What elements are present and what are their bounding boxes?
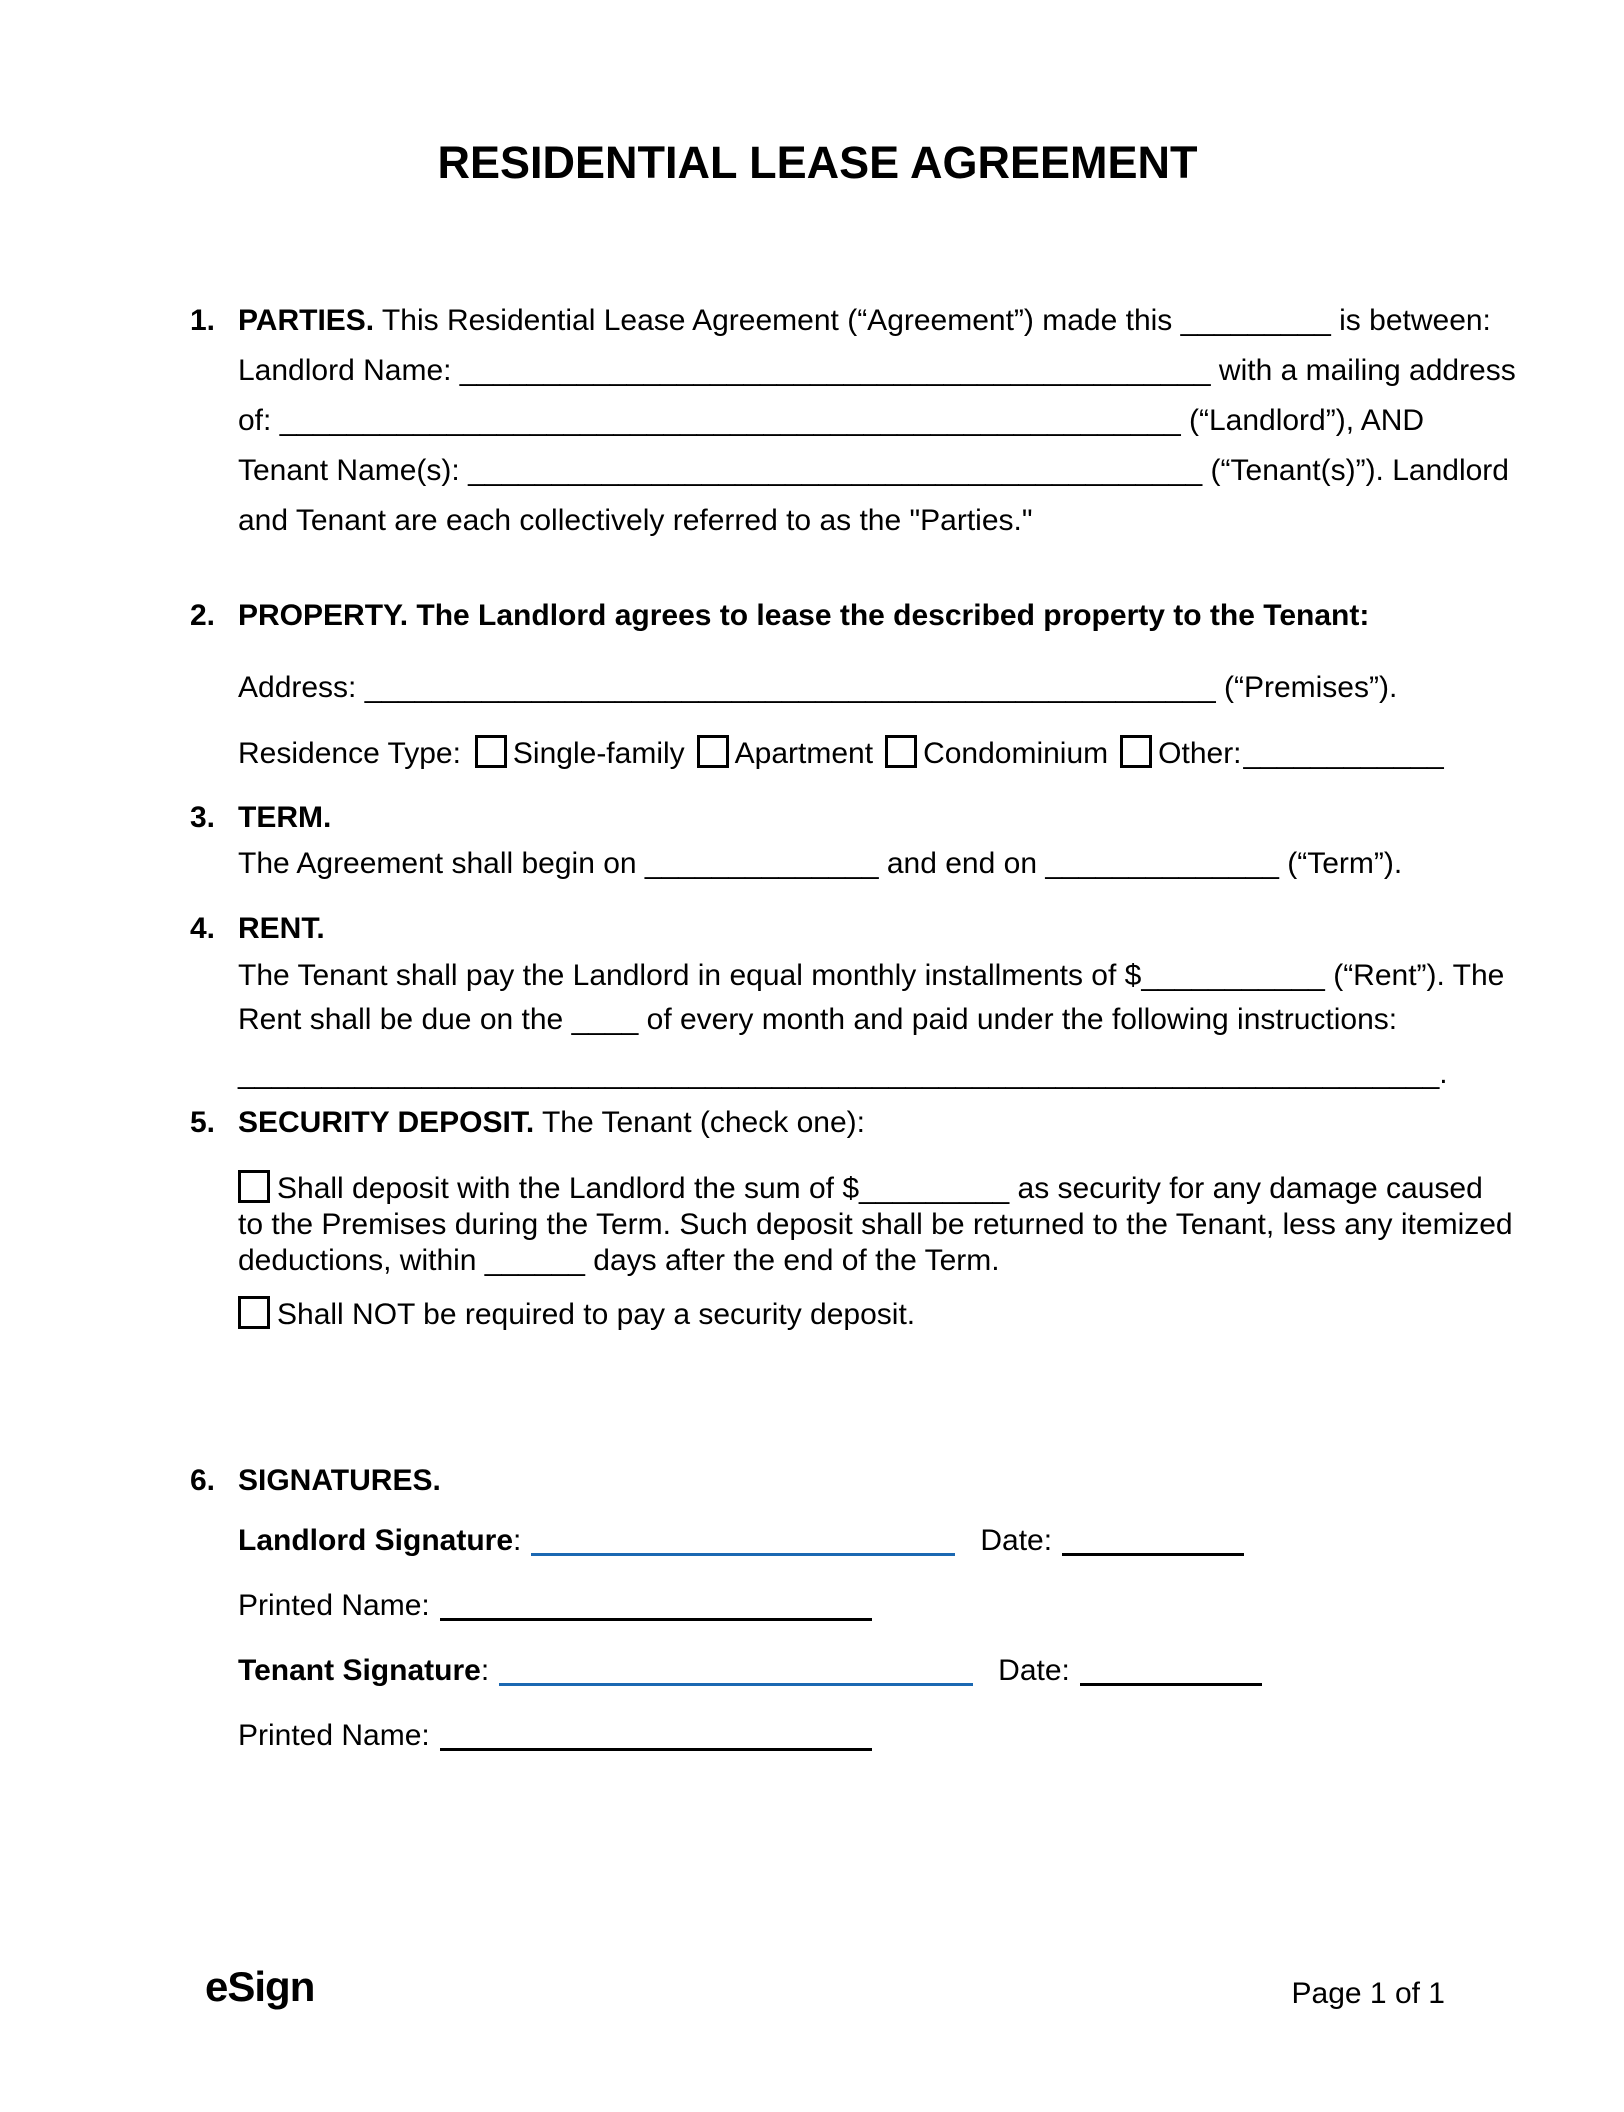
colon: : (513, 1524, 522, 1557)
rent-heading: RENT. (238, 912, 325, 945)
parties-intro-text: This Residential Lease Agreement (“Agreement”) made this _________ is between: (374, 304, 1491, 337)
landlord-name-line: Landlord Name: _____________________________________________ with a mailing address (238, 354, 1516, 387)
deposit-option-2-text: Shall NOT be required to pay a security deposit. (277, 1298, 916, 1331)
landlord-signature-label: Landlord Signature (238, 1524, 514, 1557)
property-heading: PROPERTY. (238, 599, 409, 632)
section-signatures (190, 1456, 1445, 1761)
page-title: RESIDENTIAL LEASE AGREEMENT (437, 137, 1198, 188)
section-security-deposit (190, 1098, 1513, 1333)
parties-intro-line (238, 296, 1491, 346)
tenant-name-line: Tenant Name(s): ____________________________________________ (“Tenant(s)”). Landlord (238, 454, 1509, 487)
section-property (190, 591, 1445, 779)
deposit-required-checkbox[interactable] (238, 1170, 270, 1203)
deposit-option-1-line-3: deductions, within ______ days after the end of the Term. (238, 1244, 1000, 1277)
term-body-line: The Agreement shall begin on ______________ and end on ______________ (“Term”). (238, 847, 1403, 880)
property-heading-line (238, 591, 1445, 641)
deposit-option-1 (238, 1170, 1513, 1279)
condominium-label: Condominium (923, 737, 1109, 770)
landlord-address-line: of: ______________________________________________________ (“Landlord”), AND (238, 404, 1425, 437)
single-family-label: Single-family (512, 737, 685, 770)
apartment-label: Apartment (734, 737, 874, 770)
property-address-line: Address: ___________________________________________________ (“Premises”). (238, 671, 1398, 704)
residence-type-label: Residence Type: (238, 737, 461, 770)
tenant-date-field[interactable] (1080, 1678, 1262, 1686)
tenant-signature-field[interactable] (499, 1678, 973, 1686)
tenant-signature-row (238, 1646, 1445, 1696)
section-number: 6. (190, 1464, 216, 1497)
term-heading: TERM. (238, 801, 332, 834)
condominium-checkbox[interactable] (885, 735, 917, 768)
single-family-checkbox[interactable] (475, 735, 507, 768)
deposit-heading-text: The Tenant (check one): (534, 1106, 865, 1139)
landlord-signature-field[interactable] (531, 1548, 955, 1556)
tenant-printed-name-label: Printed Name: (238, 1719, 430, 1752)
section-term (190, 793, 1445, 889)
tenant-printed-name-row (238, 1711, 1445, 1761)
landlord-printed-name-field[interactable] (440, 1613, 872, 1621)
page-indicator: Page 1 of 1 (1291, 1977, 1445, 2010)
residence-option-single-family (475, 737, 685, 770)
deposit-option-2 (238, 1296, 1445, 1333)
no-deposit-checkbox[interactable] (238, 1296, 270, 1329)
parties-closing-line: and Tenant are each collectively referred to as the "Parties." (238, 504, 1033, 537)
section-rent (190, 904, 1505, 1096)
apartment-checkbox[interactable] (697, 735, 729, 768)
tenant-signature-label: Tenant Signature (238, 1654, 481, 1687)
section-parties (190, 296, 1516, 546)
deposit-option-1-line-1 (238, 1170, 1483, 1207)
rent-line-1: The Tenant shall pay the Landlord in equal monthly installments of $___________ (“Rent”). The (238, 959, 1505, 992)
residence-type-line (238, 729, 1445, 779)
deposit-option-2-line (238, 1296, 1445, 1333)
deposit-heading-line (238, 1098, 1445, 1148)
esign-logo: eSign (205, 1963, 315, 2010)
tenant-printed-name-field[interactable] (440, 1743, 872, 1751)
landlord-date-field[interactable] (1062, 1548, 1244, 1556)
other-blank-field: ____________ (1243, 737, 1444, 770)
deposit-option-1-text-1: Shall deposit with the Landlord the sum of $_________ as security for any damage caused (277, 1172, 1483, 1205)
landlord-printed-name-row (238, 1581, 1445, 1631)
other-checkbox[interactable] (1120, 735, 1152, 768)
tenant-date-label: Date: (998, 1654, 1070, 1687)
property-heading-text: The Landlord agrees to lease the described property to the Tenant: (408, 599, 1370, 632)
section-number: 1. (190, 304, 216, 337)
residence-option-condominium (885, 737, 1108, 770)
rent-instructions-blank-line: ________________________________________________________________________. (238, 1057, 1448, 1090)
section-number: 3. (190, 801, 216, 834)
landlord-signature-row (238, 1516, 1445, 1566)
landlord-date-label: Date: (980, 1524, 1053, 1557)
residence-option-other (1120, 737, 1241, 770)
section-number: 4. (190, 912, 216, 945)
section-number: 2. (190, 599, 216, 632)
section-number: 5. (190, 1106, 216, 1139)
parties-heading: PARTIES. (238, 304, 375, 337)
signatures-heading: SIGNATURES. (238, 1464, 441, 1497)
deposit-option-1-line-2: to the Premises during the Term. Such deposit shall be returned to the Tenant, less any itemized (238, 1208, 1513, 1241)
landlord-printed-name-label: Printed Name: (238, 1589, 430, 1622)
deposit-heading: SECURITY DEPOSIT. (238, 1106, 535, 1139)
rent-line-2: Rent shall be due on the ____ of every month and paid under the following instructions: (238, 1003, 1398, 1036)
residence-option-apartment (697, 737, 873, 770)
other-label: Other: (1158, 737, 1242, 770)
colon: : (480, 1654, 490, 1687)
